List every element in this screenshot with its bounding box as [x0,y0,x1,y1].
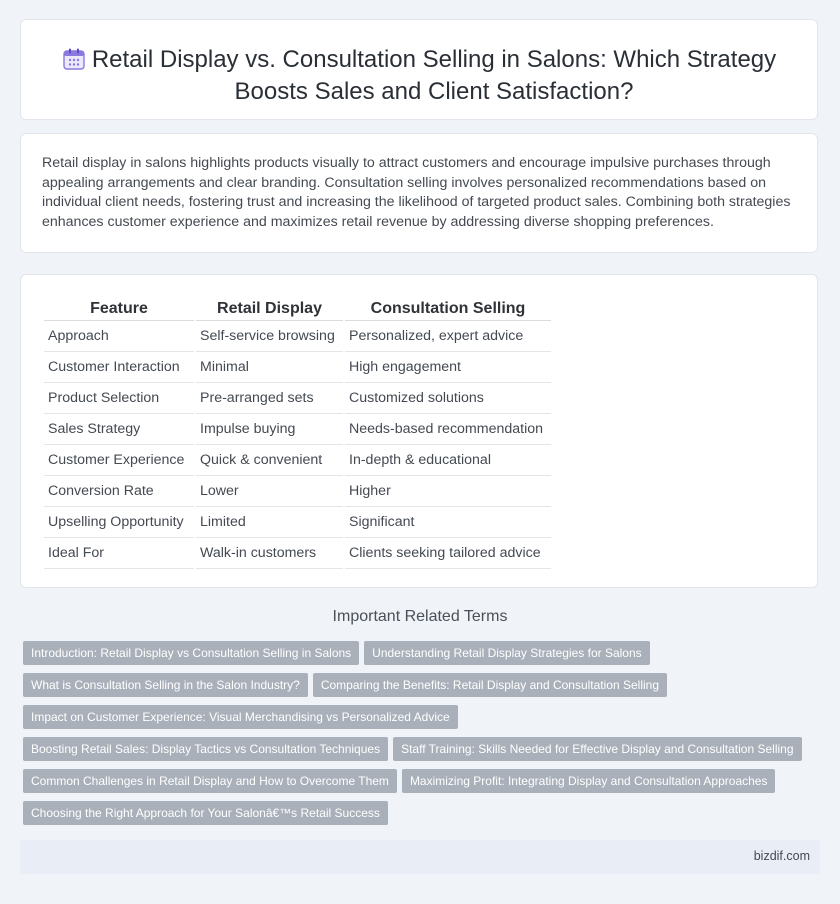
footer [20,840,820,874]
table-header-row [44,296,551,321]
table-cell: Pre-arranged sets [196,383,343,414]
header-card [20,19,818,120]
table-cell: Sales Strategy [44,414,194,445]
column-header-feature: Feature [44,296,194,321]
tag-row [23,737,813,769]
table-row [44,476,551,507]
tag-row [23,769,813,801]
related-term-link[interactable]: Choosing the Right Approach for Your Salonâ€™s Retail Success [23,801,388,825]
table-row [44,383,551,414]
related-term-link[interactable]: Maximizing Profit: Integrating Display and Consultation Approaches [402,769,776,793]
title-wrap [21,44,817,108]
related-term-link[interactable]: Impact on Customer Experience: Visual Merchandising vs Personalized Advice [23,705,458,729]
column-header-consultation-selling: Consultation Selling [345,296,551,321]
table-cell: Needs-based recommendation [345,414,551,445]
table-row [44,507,551,538]
table-cell: Self-service browsing [196,321,343,352]
comparison-card [20,274,818,588]
table-cell: Minimal [196,352,343,383]
tag-row [23,673,813,705]
table-row [44,321,551,352]
tag-row [23,641,813,673]
table-cell: Approach [44,321,194,352]
table-cell: Customer Interaction [44,352,194,383]
intro-card [20,133,818,253]
table-row [44,538,551,569]
related-term-link[interactable]: Comparing the Benefits: Retail Display and Consultation Selling [313,673,667,697]
tag-row [23,705,813,737]
table-cell: Conversion Rate [44,476,194,507]
table-cell: Higher [345,476,551,507]
table-cell: Limited [196,507,343,538]
table-row [44,414,551,445]
related-terms-list [23,641,813,833]
table-cell: Walk-in customers [196,538,343,569]
table-row [44,352,551,383]
table-cell: Quick & convenient [196,445,343,476]
table-cell: Customized solutions [345,383,551,414]
related-term-link[interactable]: Boosting Retail Sales: Display Tactics vs Consultation Techniques [23,737,388,761]
table-cell: In-depth & educational [345,445,551,476]
related-terms-heading: Important Related Terms [332,608,508,625]
related-term-link[interactable]: Staff Training: Skills Needed for Effective Display and Consultation Selling [393,737,801,761]
table-cell: Clients seeking tailored advice [345,538,551,569]
table-cell: Impulse buying [196,414,343,445]
table-cell: Significant [345,507,551,538]
page-title: Retail Display vs. Consultation Selling in Salons: Which Strategy Boosts Sales and Client Satisfaction? [91,46,777,105]
table-cell: Lower [196,476,343,507]
footer-brand-link[interactable]: bizdif.com [753,849,810,863]
intro-paragraph: Retail display in salons highlights products visually to attract customers and encourage impulsive purchases through appealing arrangements and clear branding. Consultation selling involves personalized recommendations based on individual client needs, fostering trust and increasing the likelihood of targeted product sales. Combining both strategies enhances customer experience and maximizes retail revenue by addressing diverse shopping preferences. [42,155,791,230]
related-term-link[interactable]: Understanding Retail Display Strategies for Salons [364,641,649,665]
calendar-icon [62,47,86,71]
related-term-link[interactable]: What is Consultation Selling in the Salon Industry? [23,673,308,697]
table-cell: Personalized, expert advice [345,321,551,352]
table-cell: Ideal For [44,538,194,569]
table-cell: High engagement [345,352,551,383]
table-cell: Product Selection [44,383,194,414]
column-header-retail-display: Retail Display [196,296,343,321]
table-row [44,445,551,476]
table-cell: Customer Experience [44,445,194,476]
tag-row [23,801,813,833]
related-term-link[interactable]: Introduction: Retail Display vs Consultation Selling in Salons [23,641,359,665]
comparison-table [42,296,553,569]
related-term-link[interactable]: Common Challenges in Retail Display and How to Overcome Them [23,769,397,793]
table-cell: Upselling Opportunity [44,507,194,538]
